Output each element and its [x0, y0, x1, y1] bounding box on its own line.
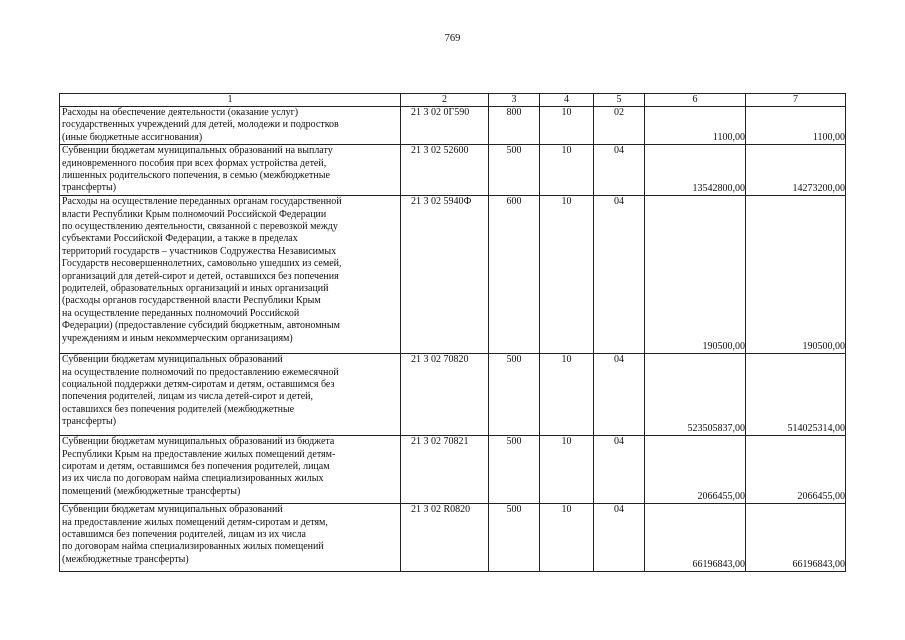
row-col3: 500	[489, 354, 540, 436]
row-description: Расходы на обеспечение деятельности (оказание услуг) государственных учреждений для детей, молодежи и подростков (иные бюджетные ассигнования)	[60, 107, 401, 145]
row-amount-2: 514025314,00	[746, 354, 846, 436]
row-col3: 500	[489, 504, 540, 572]
row-amount-1: 190500,00	[645, 196, 746, 354]
row-amount-2: 14273200,00	[746, 145, 846, 196]
header-col-6: 6	[645, 94, 746, 107]
row-amount-1: 2066455,00	[645, 436, 746, 504]
row-amount-1: 66196843,00	[645, 504, 746, 572]
row-col4: 10	[540, 107, 594, 145]
row-col5: 02	[594, 107, 645, 145]
row-amount-2: 1100,00	[746, 107, 846, 145]
row-col3: 800	[489, 107, 540, 145]
row-code: 21 3 02 70820	[401, 354, 489, 436]
header-col-7: 7	[746, 94, 846, 107]
row-col3: 500	[489, 145, 540, 196]
row-amount-2: 2066455,00	[746, 436, 846, 504]
row-col4: 10	[540, 145, 594, 196]
row-description: Расходы на осуществление переданных органам государственной власти Республики Крым полномочий Российской Федерации по осуществлению деятельности, связанной с перевозкой между субъектами Российской Федерации, а также в пределах территорий государств – участников Содружества Независимых Государств несовершеннолетних, самовольно ушедших из семей, организаций для детей-сирот и детей, оставшихся без попечения родителей, образовательных организаций и иных организаций (расходы органов государственной власти Республики Крым на осуществление переданных полномочий Российской Федерации) (предоставление субсидий бюджетным, автономным учреждениям и иным некоммерческим организациям)	[60, 196, 401, 354]
row-col4: 10	[540, 196, 594, 354]
page-number: 769	[444, 33, 461, 44]
row-amount-1: 13542800,00	[645, 145, 746, 196]
row-code: 21 3 02 R0820	[401, 504, 489, 572]
header-col-2: 2	[401, 94, 489, 107]
table-row	[60, 107, 846, 145]
table-row	[60, 196, 846, 354]
row-description: Субвенции бюджетам муниципальных образований на выплату единовременного пособия при всех формах устройства детей, лишенных родительского попечения, в семью (межбюджетные трансферты)	[60, 145, 401, 196]
row-amount-2: 66196843,00	[746, 504, 846, 572]
row-col5: 04	[594, 354, 645, 436]
row-amount-1: 523505837,00	[645, 354, 746, 436]
table-row	[60, 354, 846, 436]
row-description: Субвенции бюджетам муниципальных образований из бюджета Республики Крым на предоставление жилых помещений детям- сиротам и детям, оставшимся без попечения родителей, лицам из их числа по договорам найма специализированных жилых помещений (межбюджетные трансферты)	[60, 436, 401, 504]
header-col-5: 5	[594, 94, 645, 107]
row-description: Субвенции бюджетам муниципальных образований на предоставление жилых помещений детям-сиротам и детям, оставшимся без попечения родителей, лицам из их числа по договорам найма специализированных жилых помещений (межбюджетные трансферты)	[60, 504, 401, 572]
row-col5: 04	[594, 436, 645, 504]
row-code: 21 3 02 0Г590	[401, 107, 489, 145]
row-col4: 10	[540, 354, 594, 436]
row-amount-1: 1100,00	[645, 107, 746, 145]
budget-table	[59, 93, 846, 572]
row-col4: 10	[540, 436, 594, 504]
row-col4: 10	[540, 504, 594, 572]
row-col3: 600	[489, 196, 540, 354]
row-code: 21 3 02 52600	[401, 145, 489, 196]
row-col5: 04	[594, 504, 645, 572]
header-col-4: 4	[540, 94, 594, 107]
row-col5: 04	[594, 196, 645, 354]
row-col3: 500	[489, 436, 540, 504]
table-row	[60, 145, 846, 196]
row-code: 21 3 02 5940Ф	[401, 196, 489, 354]
row-col5: 04	[594, 145, 645, 196]
row-amount-2: 190500,00	[746, 196, 846, 354]
row-description: Субвенции бюджетам муниципальных образований на осуществление полномочий по предоставлению ежемесячной социальной поддержки детям-сиротам и детям, оставшимся без попечения родителей, лицам из числа детей-сирот и детей, оставшихся без попечения родителей (межбюджетные трансферты)	[60, 354, 401, 436]
table-row	[60, 504, 846, 572]
table-row	[60, 436, 846, 504]
table-header-row	[60, 94, 846, 107]
header-col-1: 1	[60, 94, 401, 107]
row-code: 21 3 02 70821	[401, 436, 489, 504]
header-col-3: 3	[489, 94, 540, 107]
